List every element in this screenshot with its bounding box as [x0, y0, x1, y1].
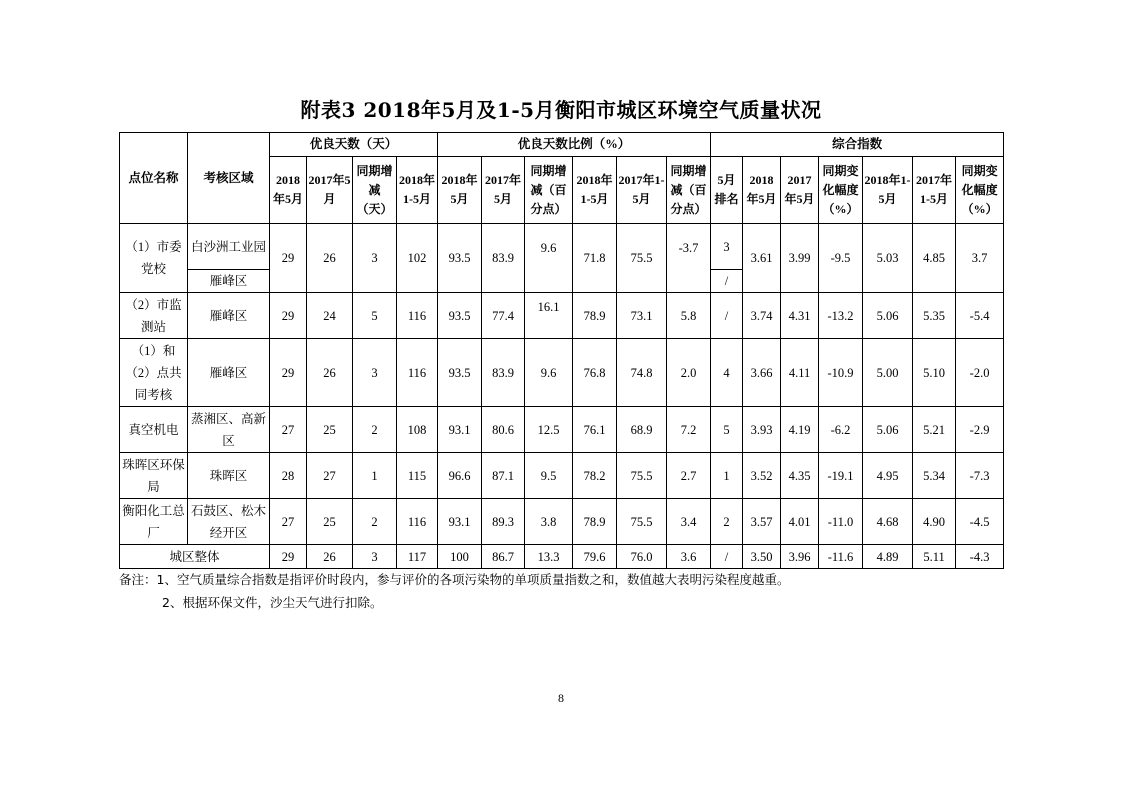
page-number: 8 — [558, 691, 564, 705]
cell: 16.1 — [525, 293, 573, 339]
header-site: 点位名称 — [120, 133, 188, 224]
cell-rank: 3 — [711, 224, 743, 270]
cell: 5.8 — [667, 293, 711, 339]
cell-area: 石鼓区、松木经开区 — [188, 499, 270, 545]
cell: 5.00 — [863, 339, 913, 407]
cell: 116 — [397, 339, 438, 407]
header-sub: 2017年5月 — [482, 157, 525, 224]
cell: 3.66 — [743, 339, 781, 407]
cell: 75.5 — [617, 453, 667, 499]
cell: -4.5 — [956, 499, 1004, 545]
header-sub: 同期变化幅度（%） — [956, 157, 1004, 224]
cell: 76.0 — [617, 545, 667, 569]
header-row-groups — [120, 133, 1004, 157]
table-row-total — [120, 545, 1004, 569]
cell: 29 — [270, 339, 307, 407]
cell-site: （1）和（2）点共同考核 — [120, 339, 188, 407]
cell-total-label: 城区整体 — [120, 545, 270, 569]
cell: 108 — [397, 407, 438, 453]
cell: 9.6 — [525, 339, 573, 407]
cell: 5.34 — [913, 453, 956, 499]
cell: -5.4 — [956, 293, 1004, 339]
cell: / — [711, 293, 743, 339]
cell: 4.68 — [863, 499, 913, 545]
cell: 3.61 — [743, 224, 781, 293]
cell: 74.8 — [617, 339, 667, 407]
table-row — [120, 293, 1004, 339]
cell: 3 — [353, 224, 397, 293]
page-title: 附表3 2018年5月及1-5月衡阳市城区环境空气质量状况 — [300, 98, 822, 122]
air-quality-table — [119, 132, 1004, 569]
cell: 4.01 — [781, 499, 819, 545]
cell: 5.06 — [863, 407, 913, 453]
cell: 3.57 — [743, 499, 781, 545]
cell: 3 — [353, 545, 397, 569]
cell: 4.95 — [863, 453, 913, 499]
cell: 3 — [353, 339, 397, 407]
cell-site: 珠晖区环保局 — [120, 453, 188, 499]
cell: 2 — [353, 407, 397, 453]
cell: -9.5 — [819, 224, 863, 293]
cell: 4.35 — [781, 453, 819, 499]
cell-area: 白沙洲工业园 — [188, 224, 270, 270]
cell-rank: / — [711, 270, 743, 293]
cell: 5.06 — [863, 293, 913, 339]
header-sub: 2017年5月 — [307, 157, 353, 224]
cell: -19.1 — [819, 453, 863, 499]
cell: 5.21 — [913, 407, 956, 453]
header-group-ratio: 优良天数比例（%） — [438, 133, 711, 157]
cell: 4.19 — [781, 407, 819, 453]
cell: 3.7 — [956, 224, 1004, 293]
cell: -2.0 — [956, 339, 1004, 407]
header-sub: 2018年1-5月 — [397, 157, 438, 224]
cell: 13.3 — [525, 545, 573, 569]
cell: 25 — [307, 407, 353, 453]
cell-site: 真空机电 — [120, 407, 188, 453]
cell: 26 — [307, 339, 353, 407]
header-group-index: 综合指数 — [711, 133, 1004, 157]
cell: 3.93 — [743, 407, 781, 453]
cell: 102 — [397, 224, 438, 293]
cell: 12.5 — [525, 407, 573, 453]
note-line-2: 2、根据环保文件，沙尘天气进行扣除。 — [162, 595, 383, 610]
cell: 117 — [397, 545, 438, 569]
cell: 93.5 — [438, 224, 482, 293]
note-line-1: 备注：1、空气质量综合指数是指评价时段内，参与评价的各项污染物的单项质量指数之和，数值越大表明污染程度越重。 — [119, 572, 790, 587]
cell: 1 — [353, 453, 397, 499]
cell: 71.8 — [573, 224, 617, 293]
cell: 73.1 — [617, 293, 667, 339]
cell: 76.8 — [573, 339, 617, 407]
header-sub: 5月排名 — [711, 157, 743, 224]
cell: 77.4 — [482, 293, 525, 339]
header-sub: 2018年5月 — [270, 157, 307, 224]
cell: 3.99 — [781, 224, 819, 293]
cell: 83.9 — [482, 339, 525, 407]
cell: 2 — [711, 499, 743, 545]
cell: 3.74 — [743, 293, 781, 339]
cell: 26 — [307, 545, 353, 569]
table-row — [120, 499, 1004, 545]
cell: 3.96 — [781, 545, 819, 569]
cell: 100 — [438, 545, 482, 569]
cell: 3.8 — [525, 499, 573, 545]
header-area: 考核区域 — [188, 133, 270, 224]
cell: 93.1 — [438, 499, 482, 545]
cell: 4.85 — [913, 224, 956, 293]
cell: 2 — [353, 499, 397, 545]
cell: 4.90 — [913, 499, 956, 545]
header-sub: 2017年1-5月 — [913, 157, 956, 224]
cell: 5.10 — [913, 339, 956, 407]
cell: 76.1 — [573, 407, 617, 453]
cell: 29 — [270, 224, 307, 293]
cell: 93.1 — [438, 407, 482, 453]
table-row — [120, 339, 1004, 407]
cell: 96.6 — [438, 453, 482, 499]
cell: 75.5 — [617, 499, 667, 545]
cell-area: 蒸湘区、高新区 — [188, 407, 270, 453]
cell: 26 — [307, 224, 353, 293]
cell: 29 — [270, 293, 307, 339]
cell: 29 — [270, 545, 307, 569]
cell: -11.6 — [819, 545, 863, 569]
table-row — [120, 407, 1004, 453]
cell: 4.31 — [781, 293, 819, 339]
cell: 78.9 — [573, 293, 617, 339]
cell: 89.3 — [482, 499, 525, 545]
cell: 86.7 — [482, 545, 525, 569]
cell: -3.7 — [667, 224, 711, 293]
cell: 5.11 — [913, 545, 956, 569]
cell: -13.2 — [819, 293, 863, 339]
table-row — [120, 453, 1004, 499]
cell: 68.9 — [617, 407, 667, 453]
cell: 27 — [307, 453, 353, 499]
cell: 5 — [353, 293, 397, 339]
cell: 2.0 — [667, 339, 711, 407]
cell-area: 雁峰区 — [188, 270, 270, 293]
cell: 78.9 — [573, 499, 617, 545]
header-group-days: 优良天数（天） — [270, 133, 438, 157]
cell: 75.5 — [617, 224, 667, 293]
cell: 27 — [270, 499, 307, 545]
cell: 3.50 — [743, 545, 781, 569]
cell: 79.6 — [573, 545, 617, 569]
cell-area: 珠晖区 — [188, 453, 270, 499]
cell: 87.1 — [482, 453, 525, 499]
cell-site: （2）市监测站 — [120, 293, 188, 339]
cell: 5.35 — [913, 293, 956, 339]
cell: 115 — [397, 453, 438, 499]
cell: 80.6 — [482, 407, 525, 453]
cell-area: 雁峰区 — [188, 293, 270, 339]
cell: 27 — [270, 407, 307, 453]
cell: 9.6 — [525, 224, 573, 293]
cell: 2.7 — [667, 453, 711, 499]
cell: 5.03 — [863, 224, 913, 293]
table-row — [120, 224, 1004, 270]
cell: 116 — [397, 293, 438, 339]
header-sub: 同期增减（天） — [353, 157, 397, 224]
cell: 1 — [711, 453, 743, 499]
header-sub: 2018年1-5月 — [863, 157, 913, 224]
header-sub: 2018年1-5月 — [573, 157, 617, 224]
cell-area: 雁峰区 — [188, 339, 270, 407]
cell: 4.11 — [781, 339, 819, 407]
cell: 9.5 — [525, 453, 573, 499]
header-sub: 2017年1-5月 — [617, 157, 667, 224]
cell: 5 — [711, 407, 743, 453]
cell: 83.9 — [482, 224, 525, 293]
cell: 24 — [307, 293, 353, 339]
table-notes — [119, 568, 1009, 614]
cell: -11.0 — [819, 499, 863, 545]
header-sub: 同期增减（百分点） — [667, 157, 711, 224]
header-sub: 2018年5月 — [743, 157, 781, 224]
cell: 25 — [307, 499, 353, 545]
cell: 3.52 — [743, 453, 781, 499]
cell: 93.5 — [438, 293, 482, 339]
cell: 4 — [711, 339, 743, 407]
cell: -7.3 — [956, 453, 1004, 499]
cell: -4.3 — [956, 545, 1004, 569]
cell-site: 衡阳化工总厂 — [120, 499, 188, 545]
header-sub: 同期变化幅度（%） — [819, 157, 863, 224]
cell-site: （1）市委党校 — [120, 224, 188, 293]
cell: 7.2 — [667, 407, 711, 453]
header-sub: 同期增减（百分点） — [525, 157, 573, 224]
cell: 78.2 — [573, 453, 617, 499]
cell: 3.6 — [667, 545, 711, 569]
header-sub: 2018年5月 — [438, 157, 482, 224]
cell: 28 — [270, 453, 307, 499]
cell: 4.89 — [863, 545, 913, 569]
cell: -10.9 — [819, 339, 863, 407]
cell: 116 — [397, 499, 438, 545]
header-sub: 2017年5月 — [781, 157, 819, 224]
cell: -6.2 — [819, 407, 863, 453]
cell: 93.5 — [438, 339, 482, 407]
cell: / — [711, 545, 743, 569]
cell: 3.4 — [667, 499, 711, 545]
cell: -2.9 — [956, 407, 1004, 453]
